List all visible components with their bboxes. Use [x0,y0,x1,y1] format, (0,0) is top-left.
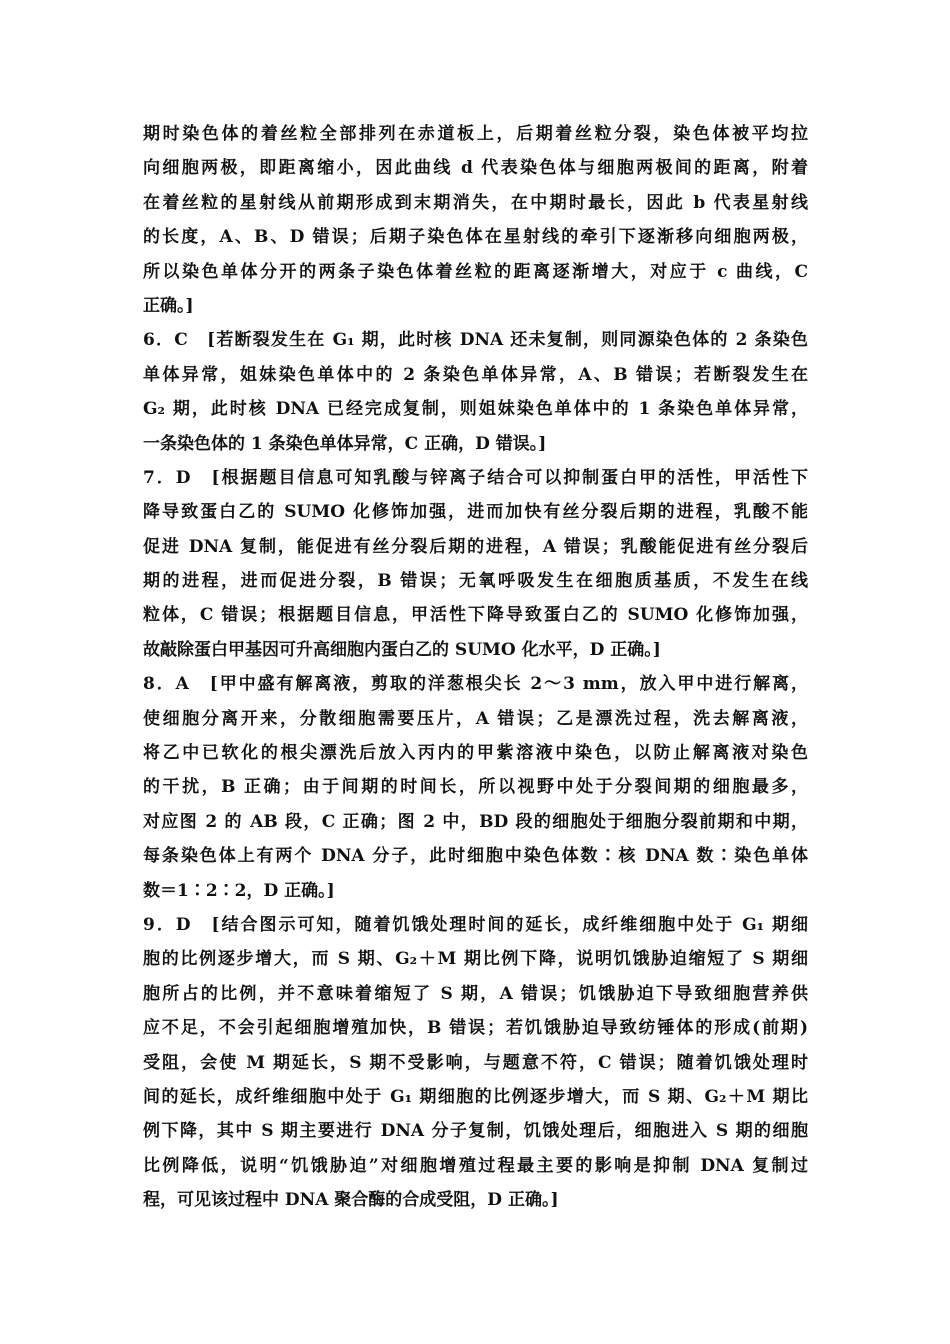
text-line: 粒体，C 错误；根据题目信息，甲活性下降导致蛋白乙的 SUMO 化修饰加强， [143,605,808,626]
text-line: 6．C [若断裂发生在 G₁ 期，此时核 DNA 还未复制，则同源染色体的 2 条染色 [143,330,808,351]
text-line: 应不足，不会引起细胞增殖加快，B 错误；若饥饿胁迫导致纺锤体的形成(前期) [143,1018,808,1039]
text-line: 的干扰，B 正确；由于间期的时间长，所以视野中处于分裂间期的细胞最多， [143,777,808,798]
answer-7 [143,461,808,667]
text-line: 期时染色体的着丝粒全部排列在赤道板上，后期着丝粒分裂，染色体被平均拉 [143,124,808,144]
answer-5-continuation [143,117,808,323]
text-line: 对应图 2 的 AB 段，C 正确；图 2 中，BD 段的细胞处于细胞分裂前期和中期， [143,811,808,832]
text-line: 正确。] [143,295,194,316]
text-line: 每条染色体上有两个 DNA 分子，此时细胞中染色体数∶核 DNA 数∶染色单体 [143,846,808,867]
text-line: 一条染色体的 1 条染色单体异常，C 正确，D 错误。] [143,433,547,454]
answer-9 [143,908,808,1218]
text-line: 间的延长，成纤维细胞中处于 G₁ 期细胞的比例逐步增大，而 S 期、G₂＋M 期比 [143,1086,808,1107]
text-line: 数＝1∶2∶2，D 正确。] [143,880,335,901]
text-line: 故敲除蛋白甲基因可升高细胞内蛋白乙的 SUMO 化水平，D 正确。] [143,639,661,660]
text-line: 在着丝粒的星射线从前期形成到末期消失，在中期时最长，因此 b 代表星射线 [143,192,808,213]
text-line: 降导致蛋白乙的 SUMO 化修饰加强，进而加快有丝分裂后期的进程，乳酸不能 [143,502,808,523]
text-line: 例下降，其中 S 期主要进行 DNA 分子复制，饥饿处理后，细胞进入 S 期的细胞 [143,1121,808,1142]
text-line: 单体异常，姐妹染色单体中的 2 条染色单体异常，A、B 错误；若断裂发生在 [143,364,808,385]
text-line: 所以染色单体分开的两条子染色体着丝粒的距离逐渐增大，对应于 c 曲线，C [143,261,808,282]
text-line: G₂ 期，此时核 DNA 已经完成复制，则姐妹染色单体中的 1 条染色单体异常， [143,399,808,420]
text-line: 向细胞两极，即距离缩小，因此曲线 d 代表染色体与细胞两极间的距离，附着 [143,158,808,179]
text-line: 7．D [根据题目信息可知乳酸与锌离子结合可以抑制蛋白甲的活性，甲活性下 [143,467,808,488]
answer-6 [143,323,808,461]
text-line: 将乙中已软化的根尖漂洗后放入丙内的甲紫溶液中染色，以防止解离液对染色 [143,743,808,764]
text-line: 期的进程，进而促进分裂，B 错误；无氧呼吸发生在细胞质基质，不发生在线 [143,571,808,592]
text-line: 促进 DNA 复制，能促进有丝分裂后期的进程，A 错误；乳酸能促进有丝分裂后 [143,536,808,557]
text-line: 比例降低，说明“饥饿胁迫”对细胞增殖过程最主要的影响是抑制 DNA 复制过 [143,1155,808,1176]
text-line: 程，可见该过程中 DNA 聚合酶的合成受阻，D 正确。] [143,1190,559,1211]
answer-explanations-page [143,117,808,1218]
text-line: 受阻，会使 M 期延长，S 期不受影响，与题意不符，C 错误；随着饥饿处理时 [143,1052,808,1073]
text-line: 使细胞分离开来，分散细胞需要压片，A 错误；乙是漂洗过程，洗去解离液， [143,708,808,729]
answer-8 [143,667,808,908]
text-line: 胞的比例逐步增大，而 S 期、G₂＋M 期比例下降，说明饥饿胁迫缩短了 S 期细 [143,949,808,970]
text-line: 的长度，A、B、D 错误；后期子染色体在星射线的牵引下逐渐移向细胞两极， [143,227,808,248]
text-line: 9．D [结合图示可知，随着饥饿处理时间的延长，成纤维细胞中处于 G₁ 期细 [143,914,808,935]
text-line: 胞所占的比例，并不意味着缩短了 S 期，A 错误；饥饿胁迫下导致细胞营养供 [143,983,808,1004]
text-line: 8．A [甲中盛有解离液，剪取的洋葱根尖长 2～3 mm，放入甲中进行解离， [143,674,808,695]
